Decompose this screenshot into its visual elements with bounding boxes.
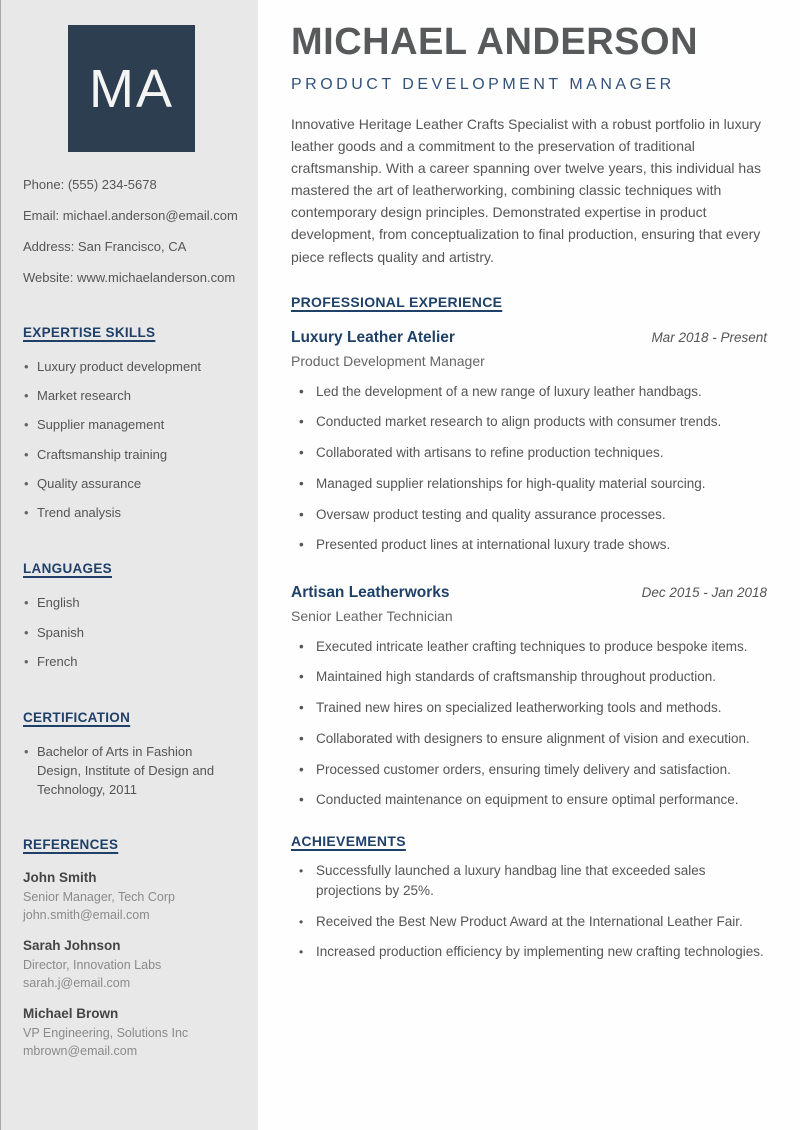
main-content [258, 0, 800, 1130]
section-title-certification: CERTIFICATION [23, 709, 131, 725]
job-bullet: • Managed supplier relationships for high-quality material sourcing. [299, 474, 767, 494]
achievements-list [291, 861, 767, 963]
section-title-expertise-skills: EXPERTISE SKILLS [23, 324, 156, 340]
reference-email: sarah.j@email.com [23, 976, 131, 990]
job-header [291, 584, 767, 602]
job-bullet: • Collaborated with designers to ensure alignment of vision and execution. [299, 729, 767, 749]
candidate-name: MICHAEL ANDERSON [291, 21, 699, 63]
job-bullet-list [291, 637, 767, 811]
skill-item: • Quality assurance [23, 475, 240, 494]
reference-email: mbrown@email.com [23, 1043, 138, 1058]
skill-item: • Craftsmanship training [23, 446, 240, 465]
certification-item: • Bachelor of Arts in Fashion Design, Institute of Design and Technology, 2011 [23, 743, 240, 800]
job-dates: Dec 2015 - Jan 2018 [641, 584, 767, 600]
language-item: • English [23, 594, 240, 613]
job-bullet: • Processed customer orders, ensuring timely delivery and satisfaction. [299, 760, 767, 780]
summary-paragraph: Innovative Heritage Leather Crafts Specialist with a robust portfolio in luxury leather goods and a commitment to the preservation of traditional craftsmanship. With a career spanning over twelve years, this individual has mastered the art of leatherworking, combining classic techniques with contemporary design principles. Demonstrated expertise in product development, from conceptualization to final production, ensuring that every piece reflects quality and artistry. [291, 115, 762, 265]
language-item: • French [23, 653, 240, 672]
reference-name: Sarah Johnson [23, 938, 121, 954]
job-bullet: • Collaborated with artisans to refine production techniques. [299, 443, 767, 463]
skills-list [23, 358, 240, 524]
certification-list [23, 743, 240, 800]
reference-role: Senior Manager, Tech Corp [23, 890, 175, 905]
section-title-references: REFERENCES [23, 837, 119, 853]
achievement-item: • Successfully launched a luxury handbag line that exceeded sales projections by 25%. [299, 861, 767, 902]
job-bullet: • Presented product lines at international luxury trade shows. [299, 535, 767, 555]
skill-item: • Trend analysis [23, 504, 240, 523]
job-bullet: • Conducted maintenance on equipment to ensure optimal performance. [299, 790, 767, 810]
reference-name: John Smith [23, 870, 97, 886]
reference-entry [23, 870, 240, 924]
job-bullet: • Led the development of a new range of luxury leather handbags. [299, 382, 767, 402]
reference-role: VP Engineering, Solutions Inc [23, 1025, 189, 1040]
job-bullet: • Maintained high standards of craftsmanship throughout production. [299, 667, 767, 687]
achievement-item: • Received the Best New Product Award at the International Leather Fair. [299, 912, 767, 932]
job-bullet-list [291, 382, 767, 556]
skill-item: • Market research [23, 387, 240, 406]
references-block [23, 870, 240, 1059]
job-bullet: • Trained new hires on specialized leatherworking tools and methods. [299, 698, 767, 718]
skill-item: • Supplier management [23, 416, 240, 435]
reference-role: Director, Innovation Labs [23, 958, 162, 973]
achievement-item: • Increased production efficiency by implementing new crafting technologies. [299, 942, 767, 962]
reference-entry [23, 938, 240, 992]
language-item: • Spanish [23, 624, 240, 643]
contact-address: Address: San Francisco, CA [23, 238, 187, 254]
reference-entry [23, 1006, 240, 1060]
contact-block [23, 176, 240, 287]
languages-list [23, 594, 240, 672]
contact-email: Email: michael.anderson@email.com [23, 207, 238, 223]
candidate-title: PRODUCT DEVELOPMENT MANAGER [291, 75, 675, 93]
job-dates: Mar 2018 - Present [651, 329, 767, 345]
avatar-initials: MA [89, 58, 174, 119]
section-title-languages: LANGUAGES [23, 561, 112, 577]
job-bullet: • Executed intricate leather crafting techniques to produce bespoke items. [299, 637, 767, 657]
reference-name: Michael Brown [23, 1005, 119, 1021]
section-title-professional-experience: PROFESSIONAL EXPERIENCE [291, 293, 503, 310]
company-name: Luxury Leather Atelier [291, 328, 455, 346]
company-name: Artisan Leatherworks [291, 583, 450, 601]
contact-phone: Phone: (555) 234-5678 [23, 177, 157, 192]
job-entry [291, 329, 767, 556]
skill-item: • Luxury product development [23, 358, 240, 377]
section-title-achievements: ACHIEVEMENTS [291, 832, 406, 849]
contact-website: Website: www.michaelanderson.com [23, 269, 236, 285]
job-role: Product Development Manager [291, 352, 485, 369]
sidebar [1, 0, 258, 1130]
job-bullet: • Oversaw product testing and quality assurance processes. [299, 505, 767, 525]
job-role: Senior Leather Technician [291, 607, 453, 624]
job-entry [291, 584, 767, 811]
avatar [68, 25, 195, 152]
job-bullet: • Conducted market research to align products with consumer trends. [299, 412, 767, 432]
job-header [291, 329, 767, 347]
reference-email: john.smith@email.com [23, 908, 150, 923]
